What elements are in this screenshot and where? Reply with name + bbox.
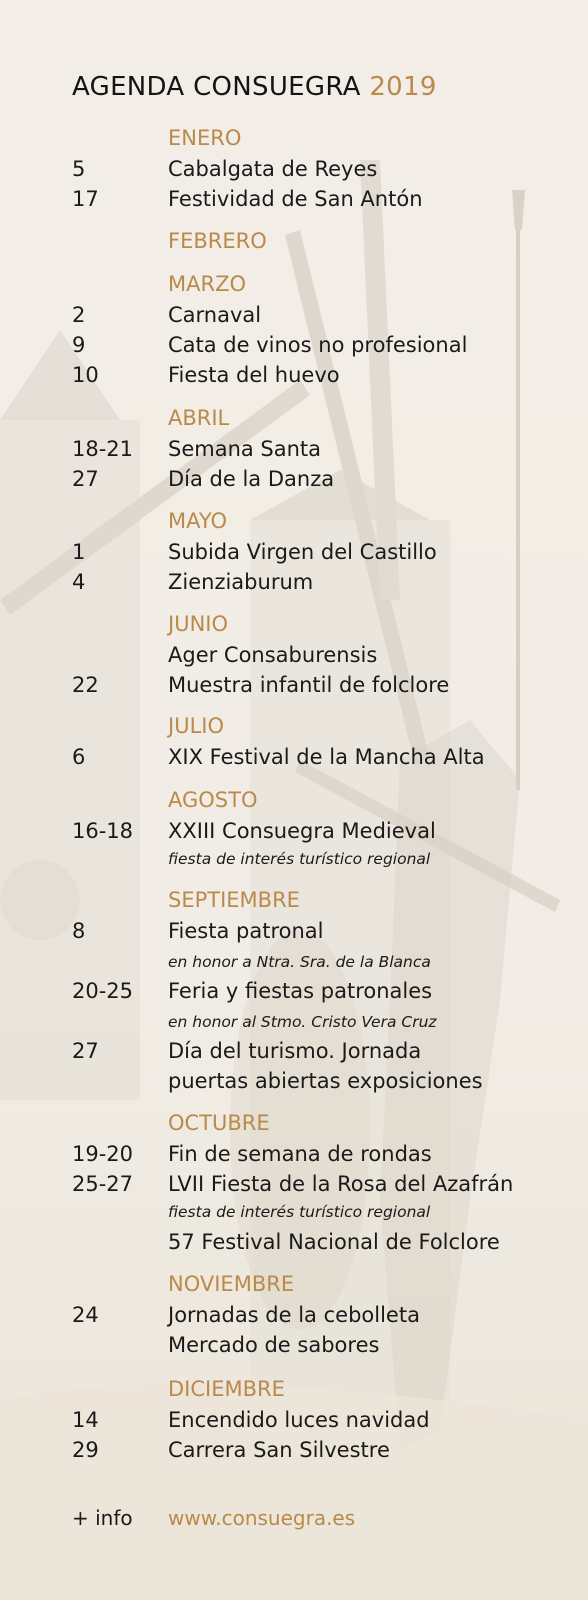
event-title: Zienziaburum (168, 570, 314, 594)
agenda-item (0, 1438, 588, 1468)
event-title: Fiesta del huevo (168, 363, 340, 387)
event-title: Carrera San Silvestre (168, 1438, 390, 1462)
event-title: Carnaval (168, 303, 262, 327)
agenda-item (0, 157, 588, 187)
agenda-item (0, 570, 588, 600)
agenda-item (0, 187, 588, 217)
event-title: XIX Festival de la Mancha Alta (168, 745, 485, 769)
event-date: 10 (72, 363, 99, 387)
month-heading: SEPTIEMBRE (168, 888, 300, 912)
month-heading: JUNIO (168, 612, 228, 636)
agenda-item (0, 1039, 588, 1069)
event-title: Subida Virgen del Castillo (168, 540, 437, 564)
agenda-item (0, 467, 588, 497)
event-date: 24 (72, 1303, 99, 1327)
agenda-item (0, 1408, 588, 1438)
agenda-item (0, 437, 588, 467)
event-title: Jornadas de la cebolleta (168, 1303, 420, 1327)
event-date: 18-21 (72, 437, 134, 461)
event-date: 9 (72, 333, 86, 357)
event-date: 20-25 (72, 979, 134, 1003)
title-year: 2019 (369, 72, 437, 102)
month-heading: FEBRERO (168, 229, 267, 253)
website-link[interactable]: www.consuegra.es (168, 1506, 356, 1530)
event-title: Fin de semana de rondas (168, 1142, 432, 1166)
event-date: 14 (72, 1408, 99, 1432)
event-title: XXIII Consuegra Medieval (168, 819, 436, 843)
event-date: 17 (72, 187, 99, 211)
event-note: fiesta de interés turístico regional (168, 850, 431, 868)
agenda-item (0, 1303, 588, 1333)
event-title: Ager Consaburensis (168, 643, 378, 667)
month-heading: JULIO (168, 714, 224, 738)
month-heading: MAYO (168, 509, 228, 533)
agenda-item (0, 979, 588, 1009)
title-text: AGENDA CONSUEGRA (72, 72, 361, 102)
event-date: 19-20 (72, 1142, 134, 1166)
event-title-line2: puertas abiertas exposiciones (168, 1069, 483, 1093)
event-title: Muestra infantil de folclore (168, 673, 450, 697)
agenda-item (0, 1142, 588, 1172)
event-title-extra: 57 Festival Nacional de Folclore (168, 1230, 500, 1254)
month-heading: NOVIEMBRE (168, 1272, 295, 1296)
event-title: Festividad de San Antón (168, 187, 423, 211)
page-title (72, 72, 437, 102)
month-heading: AGOSTO (168, 788, 258, 812)
event-title: Cata de vinos no profesional (168, 333, 468, 357)
event-title: Encendido luces navidad (168, 1408, 430, 1432)
agenda-item (0, 540, 588, 570)
agenda-item-continuation (0, 1069, 588, 1099)
event-date: 27 (72, 467, 99, 491)
event-title: Semana Santa (168, 437, 322, 461)
event-title: Día del turismo. Jornada (168, 1039, 422, 1063)
event-note: en honor a Ntra. Sra. de la Blanca (168, 953, 431, 971)
agenda-item-continuation (0, 1230, 588, 1260)
event-note: fiesta de interés turístico regional (168, 1203, 431, 1221)
agenda-item (0, 919, 588, 949)
agenda-item (0, 1172, 588, 1202)
event-title: Fiesta patronal (168, 919, 324, 943)
event-date: 2 (72, 303, 86, 327)
agenda-item (0, 643, 588, 673)
agenda-item (0, 673, 588, 703)
agenda-item (0, 745, 588, 775)
event-date: 22 (72, 673, 99, 697)
month-heading: OCTUBRE (168, 1111, 270, 1135)
event-title: Feria y fiestas patronales (168, 979, 433, 1003)
event-date: 29 (72, 1438, 99, 1462)
agenda-item (0, 819, 588, 849)
event-date: 1 (72, 540, 86, 564)
event-date: 27 (72, 1039, 99, 1063)
month-heading: ENERO (168, 126, 242, 150)
event-title: Día de la Danza (168, 467, 335, 491)
event-date: 25-27 (72, 1172, 134, 1196)
event-note: en honor al Stmo. Cristo Vera Cruz (168, 1013, 437, 1031)
agenda-item-continuation (0, 1333, 588, 1363)
event-date: 16-18 (72, 819, 134, 843)
event-title: Cabalgata de Reyes (168, 157, 378, 181)
event-date: 4 (72, 570, 86, 594)
month-heading: ABRIL (168, 406, 230, 430)
event-title-line2: Mercado de sabores (168, 1333, 380, 1357)
agenda-item (0, 333, 588, 363)
event-date: 5 (72, 157, 86, 181)
month-heading: DICIEMBRE (168, 1377, 285, 1401)
agenda-item (0, 363, 588, 393)
event-date: 6 (72, 745, 86, 769)
agenda-item (0, 303, 588, 333)
event-date: 8 (72, 919, 86, 943)
month-heading: MARZO (168, 272, 246, 296)
event-title: LVII Fiesta de la Rosa del Azafrán (168, 1172, 514, 1196)
info-label: + info (72, 1506, 133, 1530)
